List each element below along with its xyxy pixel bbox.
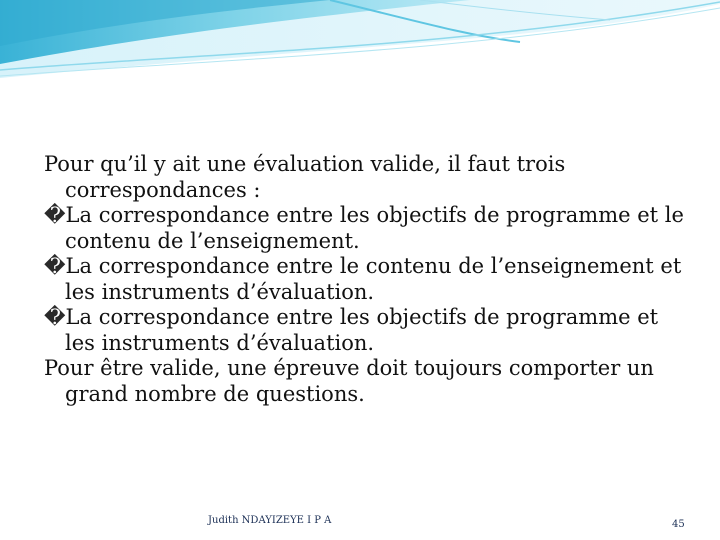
header-wave-decoration (0, 0, 720, 90)
bullet-item (44, 203, 684, 254)
page-number: 45 (672, 519, 685, 530)
bullet-marker-icon: � (44, 203, 66, 227)
bullet-item (44, 254, 684, 305)
conclusion-paragraph (44, 356, 684, 407)
footer-author: Judith NDAYIZEYE I P A (208, 515, 332, 526)
bullet-text: La correspondance entre le contenu de l’enseignement et les instruments d’évaluation. (65, 254, 682, 304)
bullet-marker-icon: � (44, 254, 66, 278)
bullet-text: La correspondance entre les objectifs de programme et les instruments d’évaluation. (65, 305, 659, 355)
intro-paragraph (44, 152, 684, 203)
slide-body (44, 152, 684, 407)
intro-text: Pour qu’il y ait une évaluation valide, il faut trois correspondances : (44, 152, 566, 202)
bullet-marker-icon: � (44, 305, 66, 329)
bullet-item (44, 305, 684, 356)
conclusion-text: Pour être valide, une épreuve doit toujours comporter un grand nombre de questions. (44, 356, 654, 406)
bullet-text: La correspondance entre les objectifs de programme et le contenu de l’enseignement. (65, 203, 684, 253)
